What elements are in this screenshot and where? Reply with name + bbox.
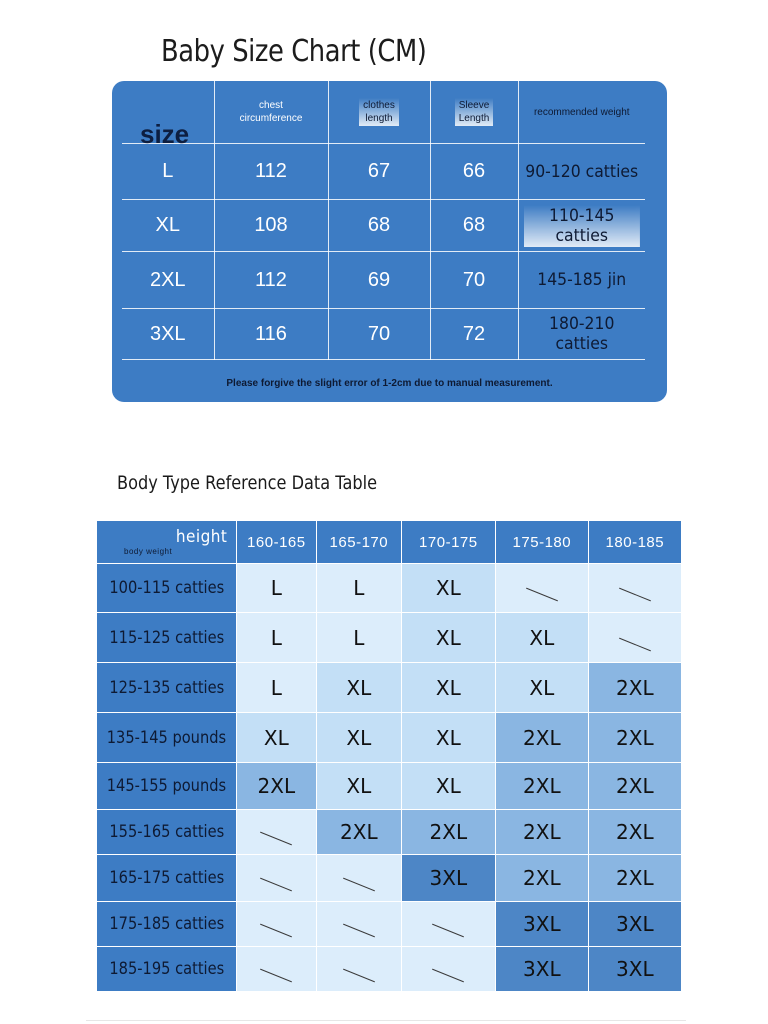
bottom-divider bbox=[86, 1020, 686, 1021]
weight-range-label: 175-185 catties bbox=[97, 902, 237, 947]
size-recommendation-cell: 3XL bbox=[495, 947, 588, 992]
size-recommendation-cell: XL bbox=[316, 713, 401, 763]
slash-icon bbox=[343, 924, 375, 938]
not-applicable-cell bbox=[316, 855, 401, 902]
slash-icon bbox=[432, 969, 464, 983]
weight-range-label: 135-145 pounds bbox=[97, 713, 237, 763]
body-table-row bbox=[97, 613, 682, 663]
weight-range-label: 125-135 catties bbox=[97, 663, 237, 713]
size-recommendation-cell: 2XL bbox=[588, 855, 681, 902]
size-chart-title: Baby Size Chart (CM) bbox=[161, 34, 427, 69]
body-table-row bbox=[97, 564, 682, 613]
weight-cell: 110-145 catties bbox=[523, 200, 640, 252]
size-recommendation-cell: 2XL bbox=[588, 810, 681, 855]
not-applicable-cell bbox=[316, 902, 401, 947]
corner-cell bbox=[97, 521, 237, 564]
slash-icon bbox=[343, 969, 375, 983]
weight-cell: 145-185 jin bbox=[523, 252, 640, 309]
header-length bbox=[328, 81, 430, 144]
size-recommendation-cell: 3XL bbox=[588, 947, 681, 992]
slash-icon bbox=[260, 878, 292, 892]
slash-icon bbox=[260, 924, 292, 938]
weight-range-label: 165-175 catties bbox=[97, 855, 237, 902]
height-range-header: 170-175 bbox=[401, 521, 495, 564]
height-range-header: 175-180 bbox=[495, 521, 588, 564]
weight-cell: 180-210 catties bbox=[523, 309, 640, 360]
weight-range-label: 155-165 catties bbox=[97, 810, 237, 855]
weight-range-label: 100-115 catties bbox=[97, 564, 237, 613]
size-cell: 3XL bbox=[122, 309, 214, 360]
size-recommendation-cell: XL bbox=[236, 713, 316, 763]
header-chest-line1: chest bbox=[259, 100, 283, 111]
size-row bbox=[122, 252, 645, 309]
header-sleeve bbox=[430, 81, 518, 144]
size-recommendation-cell: 2XL bbox=[236, 763, 316, 810]
size-recommendation-cell: XL bbox=[401, 663, 495, 713]
height-range-header: 160-165 bbox=[236, 521, 316, 564]
size-recommendation-cell: XL bbox=[495, 663, 588, 713]
slash-icon bbox=[260, 832, 292, 846]
sleeve-cell: 66 bbox=[430, 144, 518, 200]
size-cell: L bbox=[122, 144, 214, 200]
body-table-row bbox=[97, 663, 682, 713]
length-cell: 67 bbox=[328, 144, 430, 200]
chest-cell: 116 bbox=[214, 309, 328, 360]
size-recommendation-cell: 2XL bbox=[495, 713, 588, 763]
not-applicable-cell bbox=[236, 810, 316, 855]
size-recommendation-cell: 2XL bbox=[495, 763, 588, 810]
weight-cell: 90-120 catties bbox=[523, 144, 640, 200]
body-table-row bbox=[97, 763, 682, 810]
size-recommendation-cell: L bbox=[316, 613, 401, 663]
size-recommendation-cell: L bbox=[236, 663, 316, 713]
sleeve-cell: 68 bbox=[430, 200, 518, 252]
sleeve-cell: 70 bbox=[430, 252, 518, 309]
weight-range-label: 145-155 pounds bbox=[97, 763, 237, 810]
chest-cell: 108 bbox=[214, 200, 328, 252]
not-applicable-cell bbox=[236, 902, 316, 947]
header-chest bbox=[214, 81, 328, 144]
body-table-row bbox=[97, 713, 682, 763]
header-chest-line2: circumference bbox=[239, 113, 303, 124]
chest-cell: 112 bbox=[214, 144, 328, 200]
body-table-row bbox=[97, 947, 682, 992]
length-cell: 69 bbox=[328, 252, 430, 309]
slash-icon bbox=[260, 969, 292, 983]
size-cell: XL bbox=[122, 200, 214, 252]
not-applicable-cell bbox=[588, 613, 681, 663]
chest-cell: 112 bbox=[214, 252, 328, 309]
slash-icon bbox=[619, 588, 651, 602]
not-applicable-cell bbox=[588, 564, 681, 613]
size-recommendation-cell: XL bbox=[316, 763, 401, 810]
not-applicable-cell bbox=[236, 855, 316, 902]
size-recommendation-cell: XL bbox=[316, 663, 401, 713]
size-row bbox=[122, 144, 645, 200]
size-recommendation-cell: L bbox=[236, 613, 316, 663]
size-recommendation-cell: L bbox=[316, 564, 401, 613]
corner-height-label: height bbox=[175, 527, 227, 547]
body-table-title: Body Type Reference Data Table bbox=[117, 472, 378, 494]
size-recommendation-cell: 2XL bbox=[495, 810, 588, 855]
slash-icon bbox=[526, 588, 558, 602]
measurement-note: Please forgive the slight error of 1-2cm due to manual measurement. bbox=[226, 378, 553, 389]
length-cell: 68 bbox=[328, 200, 430, 252]
weight-range-label: 115-125 catties bbox=[97, 613, 237, 663]
not-applicable-cell bbox=[495, 564, 588, 613]
not-applicable-cell bbox=[236, 947, 316, 992]
body-table-row bbox=[97, 855, 682, 902]
not-applicable-cell bbox=[401, 947, 495, 992]
size-recommendation-cell: 2XL bbox=[316, 810, 401, 855]
size-recommendation-cell: 3XL bbox=[588, 902, 681, 947]
height-range-header: 180-185 bbox=[588, 521, 681, 564]
size-chart-header-row bbox=[122, 81, 645, 144]
header-length-label: clothes length bbox=[359, 98, 399, 126]
weight-range-label: 185-195 catties bbox=[97, 947, 237, 992]
sleeve-cell: 72 bbox=[430, 309, 518, 360]
size-recommendation-cell: 3XL bbox=[495, 902, 588, 947]
header-size: size bbox=[122, 81, 214, 144]
size-recommendation-cell: XL bbox=[401, 763, 495, 810]
body-table-row bbox=[97, 810, 682, 855]
height-range-header: 165-170 bbox=[316, 521, 401, 564]
size-chart-table bbox=[122, 81, 645, 360]
body-table-header-row bbox=[97, 521, 682, 564]
size-chart-card bbox=[112, 81, 667, 402]
size-row bbox=[122, 309, 645, 360]
size-recommendation-cell: 2XL bbox=[401, 810, 495, 855]
header-weight: recommended weight bbox=[518, 81, 645, 144]
slash-icon bbox=[343, 878, 375, 892]
header-sleeve-label: Sleeve Length bbox=[455, 98, 494, 126]
size-recommendation-cell: 2XL bbox=[588, 713, 681, 763]
size-recommendation-cell: 2XL bbox=[495, 855, 588, 902]
size-recommendation-cell: 2XL bbox=[588, 763, 681, 810]
size-recommendation-cell: L bbox=[236, 564, 316, 613]
size-recommendation-cell: 2XL bbox=[588, 663, 681, 713]
size-recommendation-cell: XL bbox=[401, 713, 495, 763]
size-recommendation-cell: XL bbox=[401, 564, 495, 613]
not-applicable-cell bbox=[401, 902, 495, 947]
length-cell: 70 bbox=[328, 309, 430, 360]
not-applicable-cell bbox=[316, 947, 401, 992]
slash-icon bbox=[432, 924, 464, 938]
size-recommendation-cell: XL bbox=[401, 613, 495, 663]
slash-icon bbox=[619, 637, 651, 651]
size-cell: 2XL bbox=[122, 252, 214, 309]
size-recommendation-cell: XL bbox=[495, 613, 588, 663]
size-row bbox=[122, 200, 645, 252]
body-table-row bbox=[97, 902, 682, 947]
corner-weight-label: body weight bbox=[124, 547, 173, 556]
size-recommendation-cell: 3XL bbox=[401, 855, 495, 902]
body-type-table bbox=[96, 520, 682, 992]
